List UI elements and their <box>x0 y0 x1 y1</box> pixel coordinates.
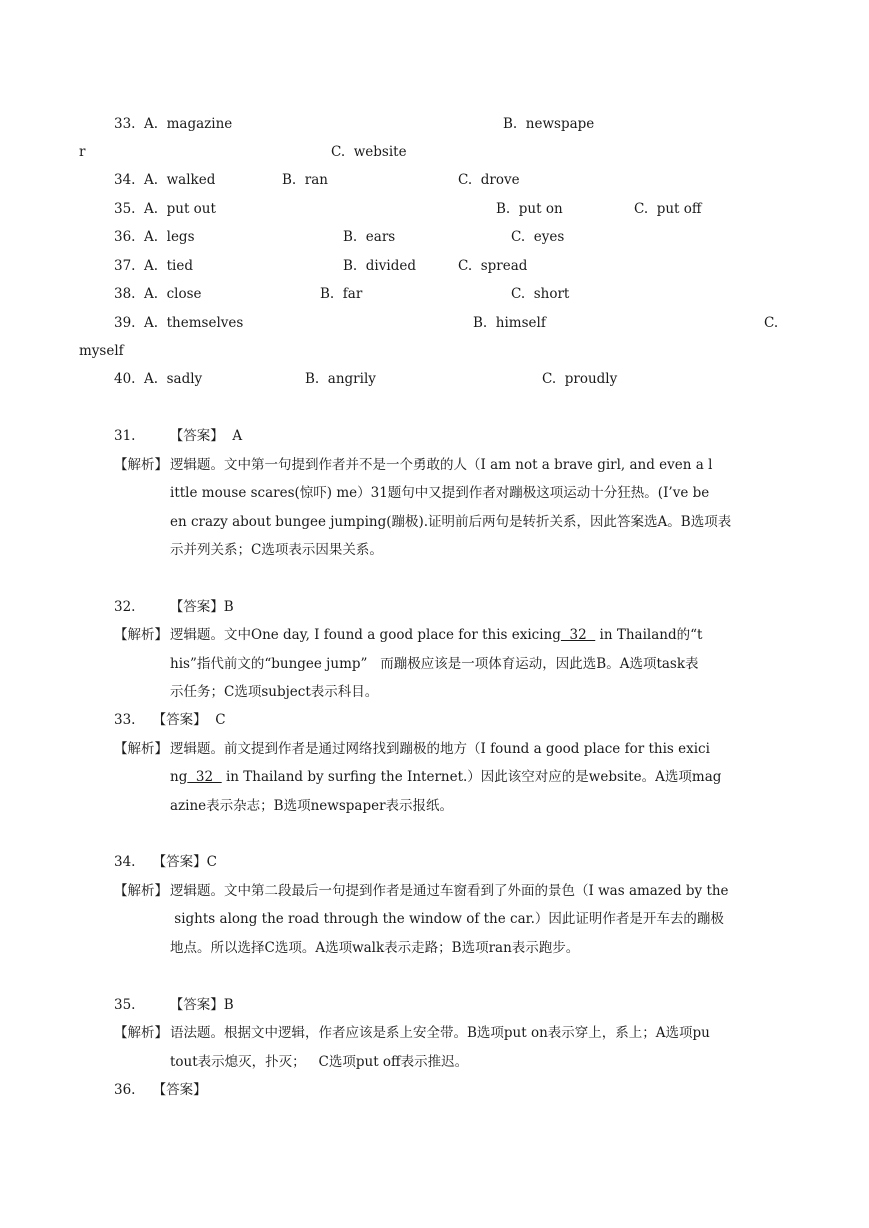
option-c: C. spread <box>458 258 528 274</box>
option-number: 33. <box>114 116 136 132</box>
option-a: A. tied <box>144 258 193 274</box>
option-b-continued: r <box>79 144 86 160</box>
analysis-label: 【解析】 <box>114 457 168 473</box>
analysis-line: 逻辑题。文中第一句提到作者并不是一个勇敢的人（I am not a brave girl, and even a l <box>170 457 713 473</box>
analysis-line: ittle mouse scares(惊吓) me）31题句中又提到作者对蹦极这项运动十分狂热。(I’ve be <box>170 485 710 501</box>
option-a: A. walked <box>144 172 216 188</box>
option-c-continued: myself <box>79 343 124 359</box>
analysis-label: 【解析】 <box>114 883 168 899</box>
option-c: C. drove <box>458 172 520 188</box>
option-b: B. ears <box>343 229 396 245</box>
answer-heading: 31. 【答案】 A <box>114 428 243 444</box>
blank-32: 32 <box>560 627 596 643</box>
option-number: 39. <box>114 315 136 331</box>
option-a: A. themselves <box>144 315 244 331</box>
analysis-line: ng 32 in Thailand by surfing the Internet.）因此该空对应的是website。A选项mag <box>170 769 722 785</box>
analysis-label: 【解析】 <box>114 627 168 643</box>
option-a: A. magazine <box>144 116 233 132</box>
analysis-line: 逻辑题。前文提到作者是通过网络找到蹦极的地方（I found a good place for this exici <box>170 741 710 757</box>
option-number: 40. <box>114 371 136 387</box>
answer-heading: 32. 【答案】B <box>114 599 234 615</box>
analysis-line: tout表示熄灭，扑灭； C选项put off表示推迟。 <box>170 1054 469 1070</box>
option-b: B. angrily <box>305 371 376 387</box>
option-a: A. close <box>144 286 202 302</box>
option-b: B. ran <box>282 172 328 188</box>
option-number: 36. <box>114 229 136 245</box>
option-c: C. proudly <box>542 371 618 387</box>
analysis-label: 【解析】 <box>114 1025 168 1041</box>
option-number: 37. <box>114 258 136 274</box>
option-c: C. put off <box>634 201 702 217</box>
analysis-line: 地点。所以选择C选项。A选项walk表示走路；B选项ran表示跑步。 <box>170 940 580 956</box>
option-a: A. put out <box>144 201 216 217</box>
answer-heading: 34. 【答案】C <box>114 854 217 870</box>
option-c: C. <box>764 315 779 331</box>
option-a: A. legs <box>144 229 195 245</box>
option-c: C. eyes <box>511 229 565 245</box>
option-number: 34. <box>114 172 136 188</box>
analysis-line: 示任务；C选项subject表示科目。 <box>170 684 379 700</box>
answer-heading: 33. 【答案】 C <box>114 712 226 728</box>
analysis-line: 语法题。根据文中逻辑，作者应该是系上安全带。B选项put on表示穿上，系上；A选项pu <box>170 1025 710 1041</box>
option-b: B. put on <box>496 201 563 217</box>
option-c: C. website <box>331 144 407 160</box>
answer-heading: 36. 【答案】 <box>114 1082 207 1098</box>
option-number: 35. <box>114 201 136 217</box>
option-number: 38. <box>114 286 136 302</box>
blank-32: 32 <box>187 769 222 785</box>
option-b: B. newspape <box>503 116 595 132</box>
option-b: B. himself <box>473 315 546 331</box>
analysis-line: 示并列关系；C选项表示因果关系。 <box>170 542 383 558</box>
analysis-line: 逻辑题。文中第二段最后一句提到作者是通过车窗看到了外面的景色（I was amazed by the <box>170 883 729 899</box>
option-b: B. far <box>320 286 363 302</box>
analysis-line: azine表示杂志；B选项newspaper表示报纸。 <box>170 798 454 814</box>
analysis-line: his”指代前文的“bungee jump” 而蹦极应该是一项体育运动，因此选B。A选项task表 <box>170 656 699 672</box>
analysis-label: 【解析】 <box>114 741 168 757</box>
analysis-line: sights along the road through the window of the car.）因此证明作者是开车去的蹦极 <box>170 911 724 927</box>
option-c: C. short <box>511 286 570 302</box>
analysis-line: 逻辑题。文中One day, I found a good place for this exicing 32 in Thailand的“t <box>170 627 703 643</box>
answer-heading: 35. 【答案】B <box>114 997 234 1013</box>
option-b: B. divided <box>343 258 416 274</box>
option-a: A. sadly <box>144 371 203 387</box>
analysis-line: en crazy about bungee jumping(蹦极).证明前后两句是转折关系，因此答案选A。B选项表 <box>170 514 732 530</box>
